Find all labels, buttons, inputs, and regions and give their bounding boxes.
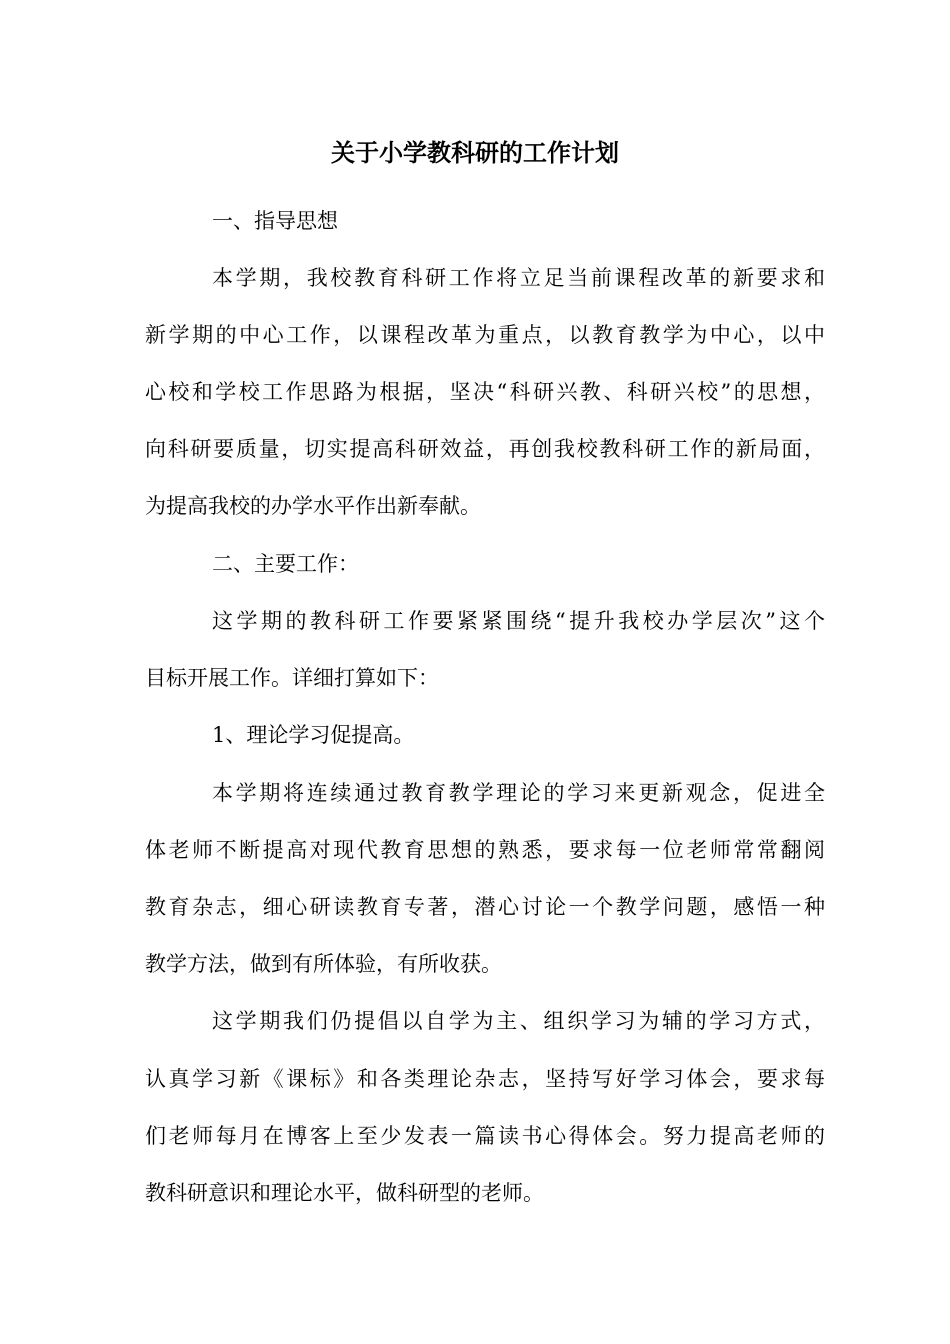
section-heading-main-work: 二、主要工作： (212, 552, 359, 576)
paragraph-line: 为提高我校的办学水平作出新奉献。 (145, 494, 481, 518)
paragraph-line: 认真学习新《课标》和各类理论杂志，坚持写好学习体会，要求每 (145, 1067, 825, 1091)
paragraph-line: 教学方法，做到有所体验，有所收获。 (145, 952, 502, 976)
paragraph-line: 心校和学校工作思路为根据，坚决“科研兴教、科研兴校”的思想， (145, 380, 825, 404)
paragraph-line: 目标开展工作。详细打算如下： (145, 666, 439, 690)
paragraph-line: 本学期，我校教育科研工作将立足当前课程改革的新要求和 (212, 266, 825, 290)
paragraph-line: 教科研意识和理论水平，做科研型的老师。 (145, 1181, 544, 1205)
paragraph-line: 向科研要质量，切实提高科研效益，再创我校教科研工作的新局面， (145, 437, 825, 461)
subsection-heading-theory-study: 1、理论学习促提高。 (212, 723, 415, 747)
section-heading-guiding-thought: 一、指导思想 (212, 209, 338, 233)
paragraph-line: 体老师不断提高对现代教育思想的熟悉，要求每一位老师常常翻阅 (145, 838, 825, 862)
paragraph-line: 这学期的教科研工作要紧紧围绕“提升我校办学层次”这个 (212, 609, 825, 633)
paragraph-line: 新学期的中心工作，以课程改革为重点，以教育教学为中心，以中 (145, 323, 825, 347)
paragraph-line: 这学期我们仍提倡以自学为主、组织学习为辅的学习方式， (212, 1009, 825, 1033)
paragraph-line: 们老师每月在博客上至少发表一篇读书心得体会。努力提高老师的 (145, 1124, 825, 1148)
paragraph-line: 教育杂志，细心研读教育专著，潜心讨论一个教学问题，感悟一种 (145, 895, 825, 919)
paragraph-line: 本学期将连续通过教育教学理论的学习来更新观念，促进全 (212, 781, 825, 805)
document-title: 关于小学教科研的工作计划 (331, 138, 619, 167)
